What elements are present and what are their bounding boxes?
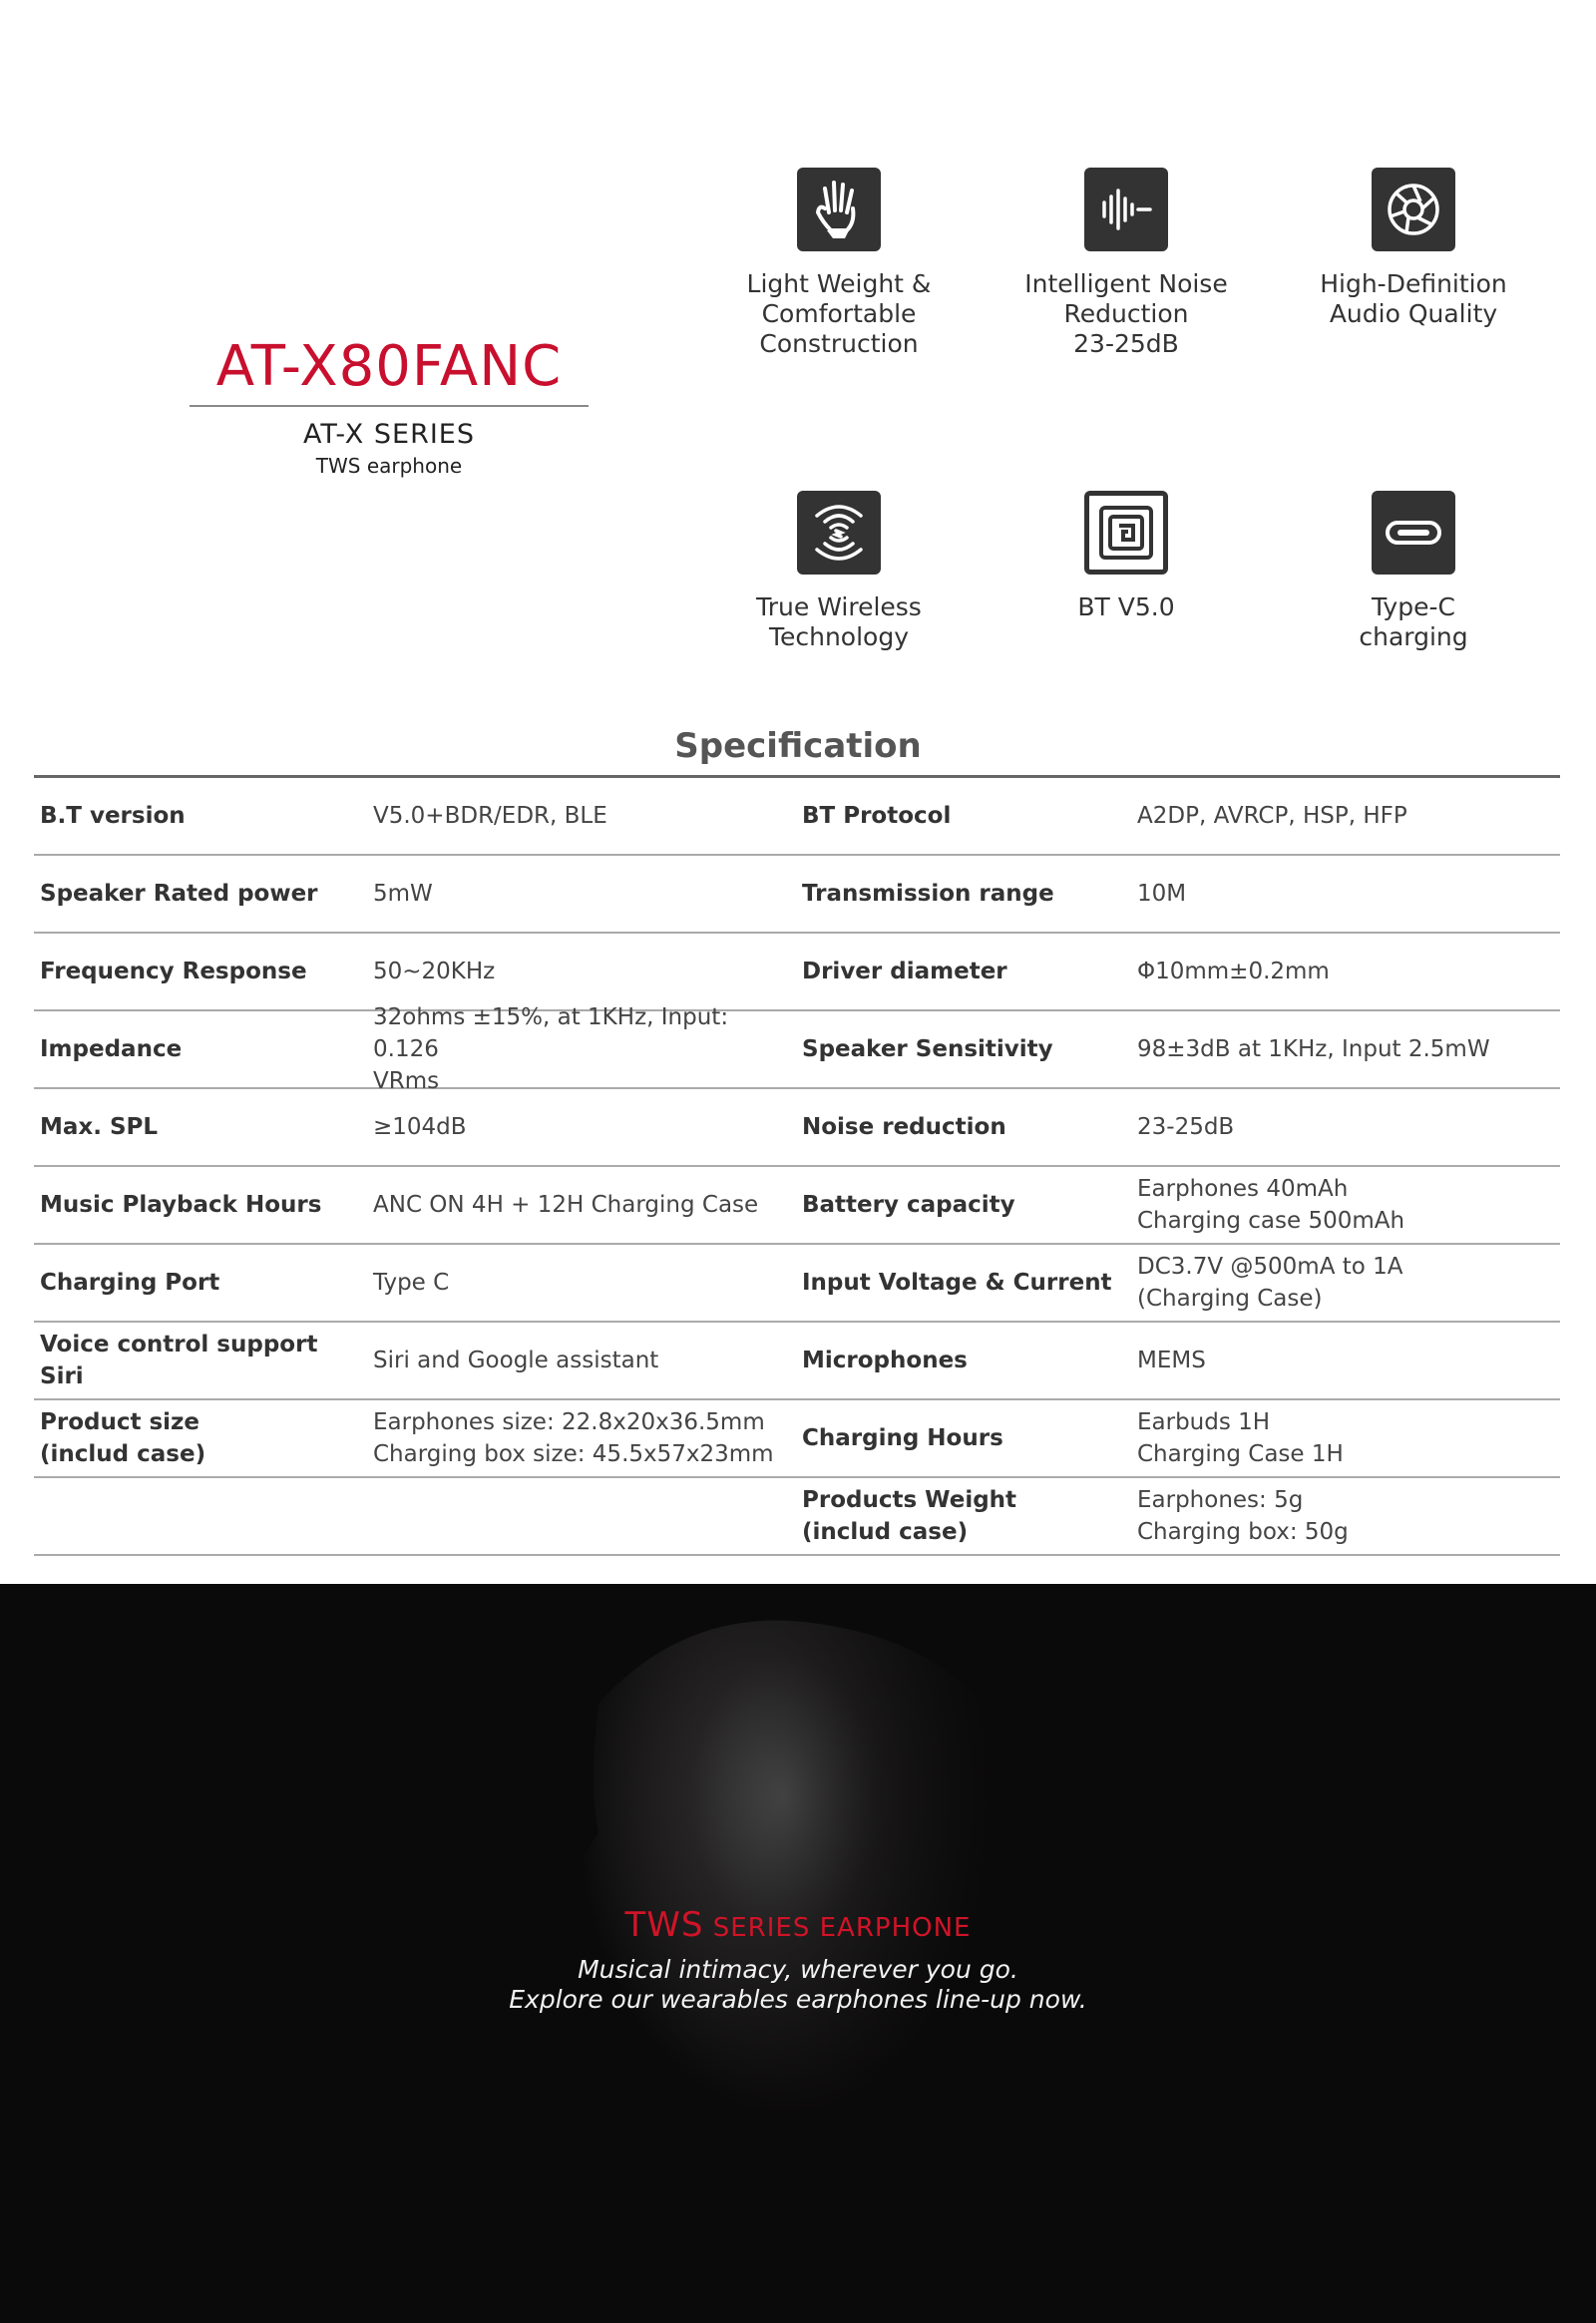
banner-headline	[0, 1905, 1596, 1945]
feature-label: High-Definition Audio Quality	[1320, 269, 1507, 328]
spec-value: 23-25dB	[1137, 1114, 1235, 1140]
spec-value: V5.0+BDR/EDR, BLE	[373, 803, 607, 829]
spec-value	[373, 1478, 792, 1554]
table-row	[34, 1167, 1560, 1245]
spec-value: 50~20KHz	[373, 959, 496, 984]
tagline-line-1: Musical intimacy, wherever you go.	[578, 1955, 1018, 1984]
banner-copy	[0, 1905, 1596, 2015]
spec-key: Voice control support Siri	[40, 1332, 318, 1389]
spec-key: Input Voltage & Current	[802, 1270, 1112, 1296]
feature-true-wireless	[709, 491, 969, 652]
usb-c-icon	[1372, 491, 1455, 575]
table-row	[34, 1323, 1560, 1400]
hand-icon	[797, 168, 881, 251]
spec-value: DC3.7V @500mA to 1A (Charging Case)	[1137, 1254, 1403, 1312]
spec-key: B.T version	[40, 803, 186, 829]
spec-key: Charging Port	[40, 1270, 220, 1296]
spec-key: Transmission range	[802, 881, 1054, 907]
spec-key: Driver diameter	[802, 959, 1007, 984]
tagline-line-2: Explore our wearables earphones line-up now.	[509, 1985, 1087, 2014]
feature-noise-reduction	[997, 168, 1256, 359]
spec-value: Type C	[373, 1270, 450, 1296]
spec-key: BT Protocol	[802, 803, 952, 829]
table-row	[34, 1400, 1560, 1478]
spec-value: Siri and Google assistant	[373, 1348, 659, 1373]
spec-key: Frequency Response	[40, 959, 307, 984]
feature-light-weight	[709, 168, 969, 359]
feature-type-c	[1284, 491, 1543, 652]
aperture-icon	[1372, 168, 1455, 251]
spec-key: Speaker Rated power	[40, 881, 318, 907]
spec-key: Product size (includ case)	[40, 1409, 206, 1467]
spec-key: Noise reduction	[802, 1114, 1006, 1140]
product-title-block	[180, 334, 598, 478]
feature-label: BT V5.0	[1077, 592, 1175, 621]
spec-key: Speaker Sensitivity	[802, 1036, 1053, 1062]
spec-value: ANC ON 4H + 12H Charging Case	[373, 1192, 759, 1218]
spec-value: Earbuds 1H Charging Case 1H	[1137, 1409, 1344, 1467]
spec-value: 98±3dB at 1KHz, Input 2.5mW	[1137, 1036, 1490, 1062]
spec-key: Music Playback Hours	[40, 1192, 322, 1218]
tws-label: TWS	[624, 1905, 704, 1945]
table-row	[34, 1004, 1560, 1094]
table-row	[34, 1245, 1560, 1323]
spec-table	[34, 775, 1560, 1556]
series-label: SERIES EARPHONE	[712, 1913, 972, 1943]
spec-value: MEMS	[1137, 1348, 1206, 1373]
product-series: AT-X SERIES	[303, 419, 475, 450]
spec-value: 32ohms ±15%, at 1KHz, Input: 0.126 VRms	[373, 1004, 729, 1094]
spec-key: Products Weight (includ case)	[802, 1487, 1017, 1545]
table-row	[34, 856, 1560, 934]
spec-value: 5mW	[373, 881, 433, 907]
spec-key: Max. SPL	[40, 1114, 159, 1140]
spec-value: Earphones: 5g Charging box: 50g	[1137, 1487, 1349, 1545]
product-type: TWS earphone	[315, 454, 463, 478]
feature-label: Type-C charging	[1359, 592, 1468, 651]
bluetooth-chip-icon	[1084, 491, 1168, 575]
spec-key: Battery capacity	[802, 1192, 1015, 1218]
table-row	[34, 1089, 1560, 1167]
wireless-icon	[797, 491, 881, 575]
feature-label: Light Weight & Comfortable Construction	[746, 269, 932, 358]
feature-hd-audio	[1284, 168, 1543, 329]
spec-value: Earphones size: 22.8x20x36.5mm Charging box size: 45.5x57x23mm	[373, 1409, 774, 1467]
spec-value: Earphones 40mAh Charging case 500mAh	[1137, 1176, 1405, 1234]
feature-bt-version	[997, 491, 1256, 622]
feature-label: Intelligent Noise Reduction 23-25dB	[1024, 269, 1228, 358]
title-divider	[190, 405, 589, 407]
spec-value: ≥104dB	[373, 1114, 467, 1140]
table-row	[34, 778, 1560, 856]
table-row	[34, 1478, 1560, 1556]
spec-title: Specification	[674, 726, 922, 766]
spec-key: Charging Hours	[802, 1425, 1003, 1451]
spec-value: Φ10mm±0.2mm	[1137, 959, 1330, 984]
noise-wave-icon	[1084, 168, 1168, 251]
spec-value: A2DP, AVRCP, HSP, HFP	[1137, 803, 1407, 829]
spec-key	[40, 1478, 369, 1554]
banner-tagline	[0, 1955, 1596, 2015]
product-model: AT-X80FANC	[215, 334, 563, 399]
spec-key: Impedance	[40, 1036, 183, 1062]
table-row	[34, 934, 1560, 1011]
spec-value: 10M	[1137, 881, 1187, 907]
feature-label: True Wireless Technology	[756, 592, 922, 651]
spec-key: Microphones	[802, 1348, 968, 1373]
